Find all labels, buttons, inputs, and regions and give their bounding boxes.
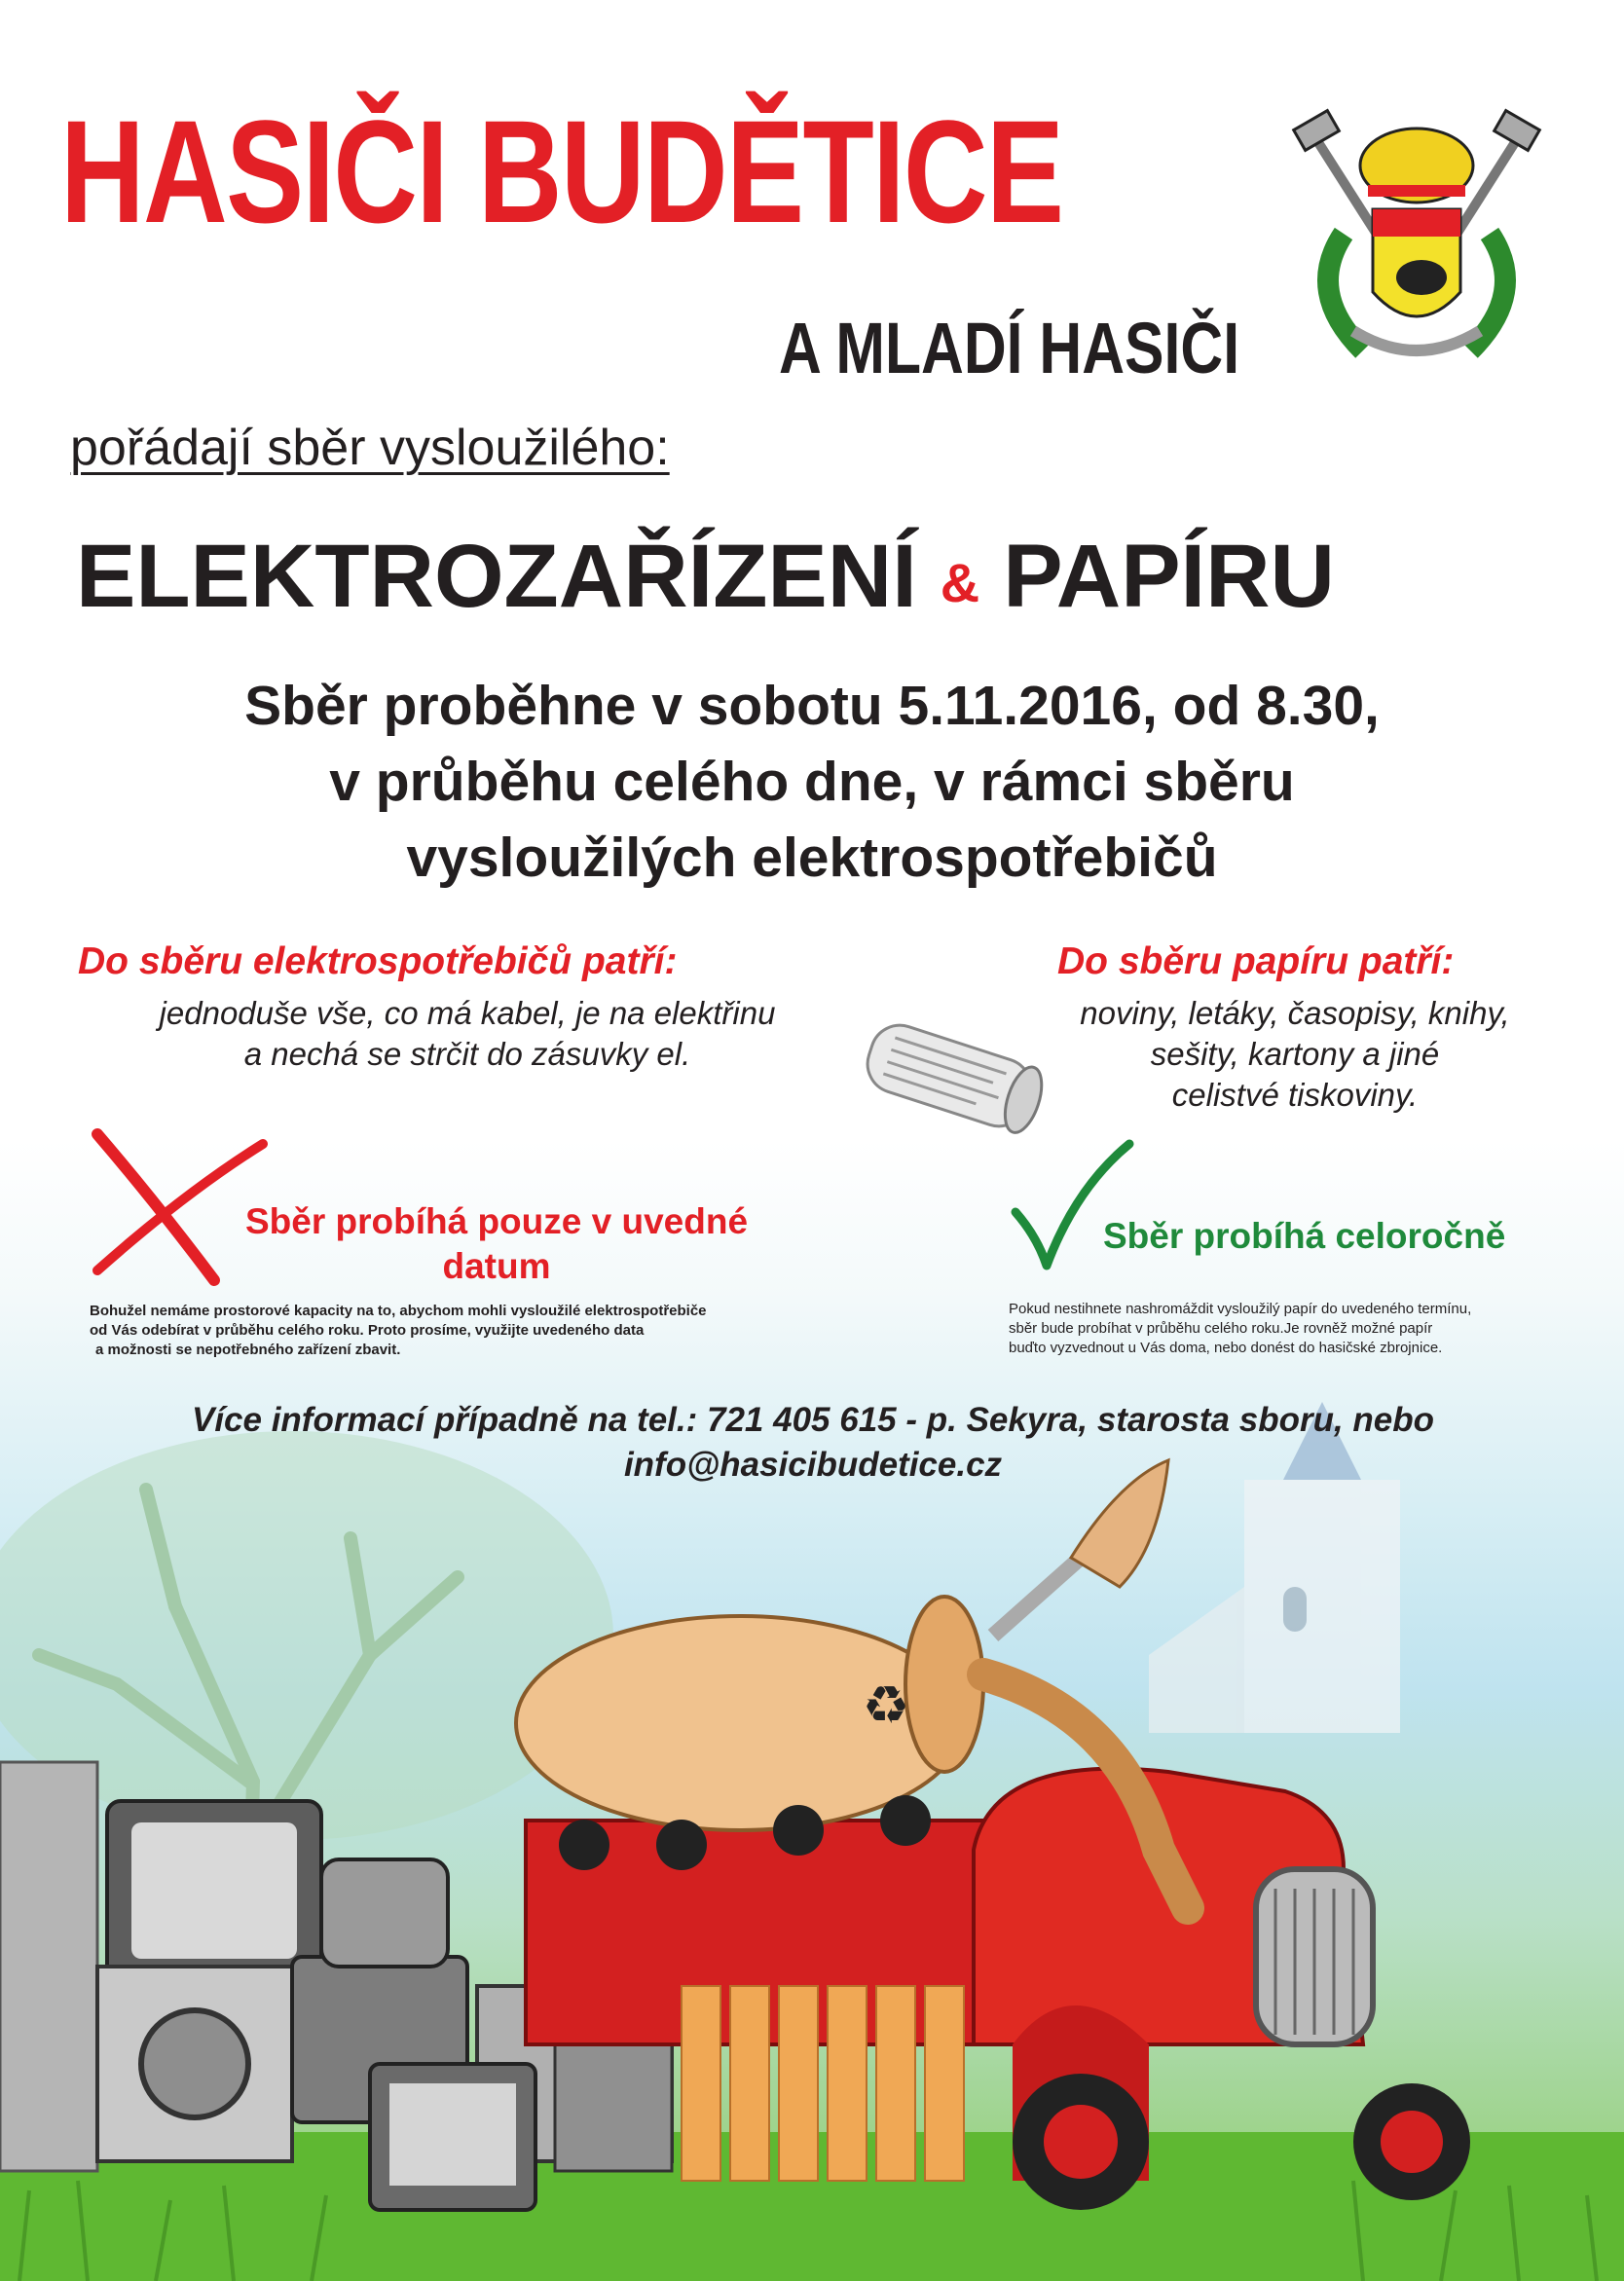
recycle-icon: ♻ [862,1674,910,1736]
electro-small-line-1: Bohužel nemáme prostorové kapacity na to, abychom mohli vysloužilé elektrospotřebiče [90,1303,707,1319]
paper-desc-line-2: sešity, kartony a jiné [1150,1036,1440,1072]
schedule-line-2: v průběhu celého dne, v rámci sběru [329,751,1295,813]
electro-description [97,993,837,1075]
contact-info [58,1398,1568,1488]
schedule-text [33,668,1591,896]
contact-email: info@hasicibudetice.cz [623,1446,1003,1484]
intro-text: pořádají sběr vysloužilého: [70,420,670,476]
paper-heading: Do sběru papíru patří: [1057,940,1455,982]
electro-desc-line-2: a nechá se strčit do zásuvky el. [243,1036,691,1072]
poster-subtitle: A MLADÍ HASIČI [779,308,1240,388]
electro-label: ELEKTROZAŘÍZENÍ [76,527,917,626]
collection-items-heading [76,526,1575,634]
paper-small-line-2: sběr bude probíhat v průběhu celého roku.Je rovněž možné papír [1009,1320,1433,1337]
electro-note-line-1: Sběr probíhá pouze v uvedné [244,1201,749,1241]
electro-note [204,1199,789,1289]
paper-label: PAPÍRU [1003,527,1335,626]
fire-brigade-emblem-icon [1275,97,1558,380]
paper-note: Sběr probíhá celoročně [1103,1216,1506,1256]
paper-description [1032,993,1558,1116]
electro-note-line-2: datum [442,1246,551,1286]
electro-desc-line-1: jednoduše vše, co má kabel, je na elektřinu [159,995,776,1031]
contact-line-1: Více informací případně na tel.: 721 405 615 - p. Sekyra, starosta sboru, nebo [191,1401,1435,1439]
electro-small-line-3: a možnosti se nepotřebného zařízení zbavit. [95,1342,401,1358]
electro-small-print [90,1302,868,1360]
newspaper-roll-icon [847,1003,1052,1149]
paper-small-line-1: Pokud nestihnete nashromáždit vysloužilý papír do uvedeného termínu, [1009,1301,1472,1317]
ampersand: & [940,551,980,613]
paper-small-line-3: buďto vyzvednout u Vás doma, nebo donést do hasičské zbrojnice. [1009,1340,1443,1356]
poster-title: HASIČI BUDĚTICE [60,90,1063,253]
background-illustration [0,1363,1624,2281]
schedule-line-3: vysloužilých elektrospotřebičů [406,827,1218,889]
electro-heading: Do sběru elektrospotřebičů patří: [78,940,678,982]
paper-small-print [1009,1300,1583,1358]
paper-desc-line-3: celistvé tiskoviny. [1171,1077,1419,1113]
paper-desc-line-1: noviny, letáky, časopisy, knihy, [1080,995,1510,1031]
electro-small-line-2: od Vás odebírat v průběhu celého roku. Proto prosíme, využijte uvedeného data [90,1322,645,1339]
schedule-line-1: Sběr proběhne v sobotu 5.11.2016, od 8.30, [244,675,1380,737]
